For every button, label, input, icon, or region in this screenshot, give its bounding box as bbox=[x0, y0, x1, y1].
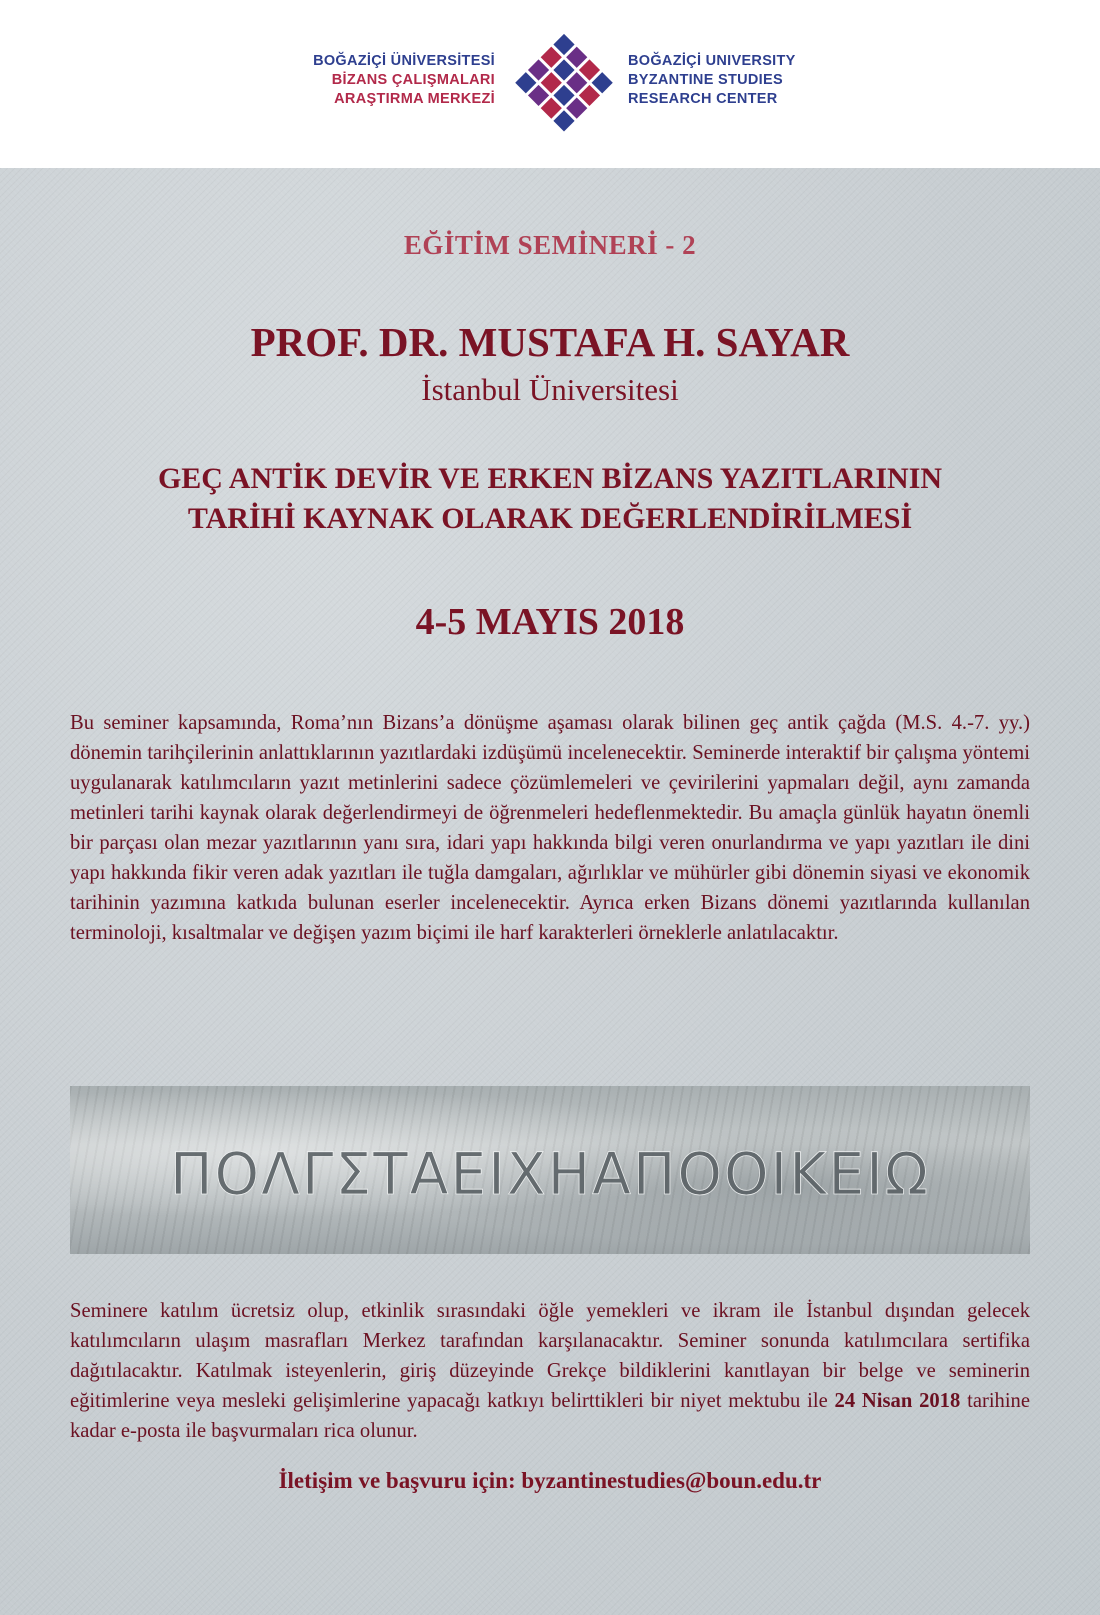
seminar-title-line-2: TARİHİ KAYNAK OLARAK DEĞERLENDİRİLMESİ bbox=[187, 502, 913, 535]
application-deadline: 24 Nisan 2018 bbox=[834, 1390, 961, 1412]
logo-line-center-tr: BİZANS ÇALIŞMALARI bbox=[331, 72, 495, 88]
inscription-photo bbox=[70, 1086, 1030, 1254]
seminar-date: 4-5 MAYIS 2018 bbox=[415, 601, 685, 643]
seminar-title-line-1: GEÇ ANTİK DEVİR VE ERKEN BİZANS YAZITLARININ bbox=[157, 462, 943, 495]
contact-email-link[interactable]: byzantinestudies@boun.edu.tr bbox=[521, 1468, 822, 1493]
logo-line-center-en: BYZANTINE STUDIES bbox=[628, 72, 783, 88]
participation-text: Seminere katılım ücretsiz olup, etkinlik sırasındaki öğle yemekleri ve ikram ile İstanbul dışından gelecek katılımcıların ulaşım masrafları Merkez tarafından karşılanacaktır. Seminer sonunda katılımcılara sertifika dağıtılacaktır. Katılmak isteyenlerin, giriş düzeyinde Grekçe bildiklerini kanıtlayan bir belge ve seminerin eğitimlerine veya mesleki gelişimlerine yapacağı katkıyı belirttikleri bir niyet mektubu ile bbox=[70, 1300, 1030, 1412]
participation-info bbox=[70, 1296, 1030, 1446]
logo-line-university-en: BOĞAZİÇİ UNIVERSITY bbox=[628, 53, 796, 69]
participation-tail: tarihine kadar e-posta ile başvurmaları rica olunur. bbox=[70, 1390, 1030, 1442]
header-banner bbox=[0, 0, 1100, 168]
speaker-affiliation: İstanbul Üniversitesi bbox=[421, 372, 679, 407]
contact-label: İletişim ve başvuru için: bbox=[278, 1468, 516, 1493]
seminar-poster bbox=[0, 168, 1100, 1615]
diamond-mosaic-logo-icon bbox=[512, 30, 616, 134]
seminar-series-label: EĞİTİM SEMİNERİ - 2 bbox=[403, 230, 697, 260]
seminar-description: Bu seminer kapsamında, Roma’nın Bizans’a dönüşme aşaması olarak bilinen geç antik çağda (M.S. 4.-7. yy.) dönemin tarihçilerinin anlattıklarının yazıtlardaki izdüşümü incelenecektir. Seminerde interaktif bir çalışma yöntemi uygulanarak katılımcıların yazıt metinlerini sadece çözümlemeleri ve çevirilerini yapmaları değil, aynı zamanda metinleri tarihi kaynak olarak değerlendirmeyi de öğrenmeleri hedeflenmektedir. Bu amaçla günlük hayatın önemli bir parçası olan mezar yazıtlarının yanı sıra, idari yapı hakkında bilgi veren onurlandırma ve yapı yazıtları ile dini yapı hakkında fikir veren adak yazıtları ile tuğla damgaları, ağırlıklar ve mühürler gibi dönemin siyasi ve ekonomik tarihinin yazımına katkıda bulunan eserler incelenecektir. Ayrıca erken Bizans dönemi yazıtlarında kullanılan terminoloji, kısaltmalar ve değişen yazım biçimi ile harf karakterleri örneklerle anlatılacaktır. bbox=[70, 712, 1030, 944]
logo-line-university-tr: BOĞAZİÇİ ÜNİVERSİTESİ bbox=[313, 53, 495, 69]
logo-text-english bbox=[628, 52, 796, 109]
logo-line-research-tr: ARAŞTIRMA MERKEZİ bbox=[334, 91, 495, 107]
contact-line bbox=[0, 1468, 1100, 1494]
inscription-greek-text: ΠΟΛΓΣΤΑΕΙΧΗΑΠΟΟΙΚΕΙΩ bbox=[170, 1140, 930, 1208]
logo-line-research-en: RESEARCH CENTER bbox=[628, 91, 778, 107]
speaker-name: PROF. DR. MUSTAFA H. SAYAR bbox=[250, 319, 850, 365]
logo-text-turkish bbox=[313, 52, 495, 109]
